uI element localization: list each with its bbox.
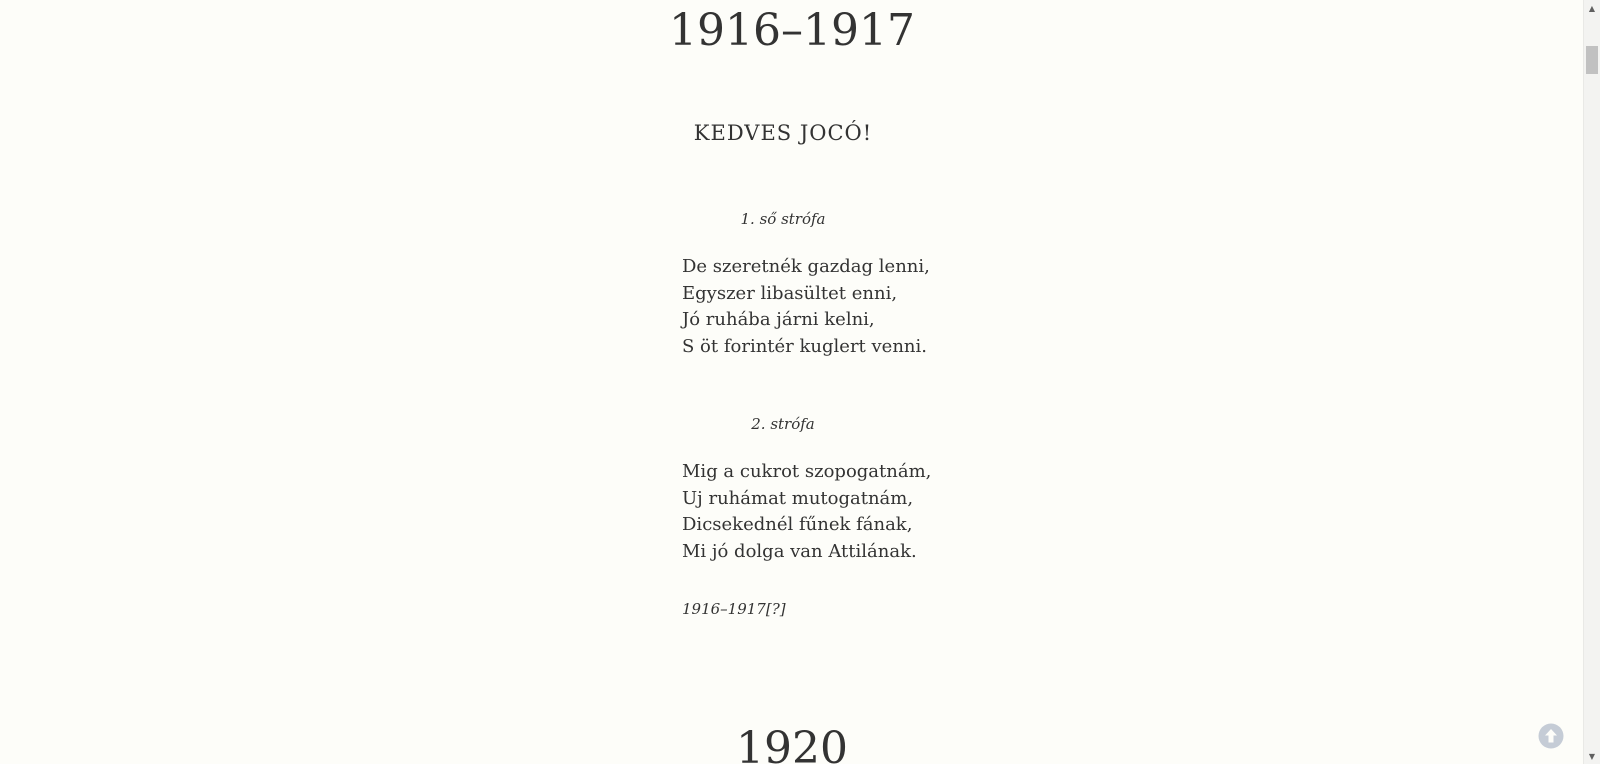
vertical-scrollbar[interactable]: [1583, 0, 1600, 764]
poem-title: KEDVES JOCÓ!: [693, 121, 873, 145]
poem-date: 1916–1917[?]: [682, 600, 786, 618]
verse-line: Dicsekednél fűnek fának,: [682, 514, 913, 535]
verse-line: Egyszer libasültet enni,: [682, 282, 898, 304]
verse-line: S öt forintér kuglert venni.: [682, 335, 927, 357]
strophe-label: 1. ső strófa: [740, 210, 826, 228]
verse-line: De szeretnék gazdag lenni,: [682, 256, 930, 277]
stanza: [682, 254, 1002, 360]
strophe-label: 2. strófa: [751, 415, 815, 433]
year-heading: 1916–1917: [669, 5, 915, 56]
verse-line: Uj ruhámat mutogatnám,: [682, 487, 914, 509]
scrollbar-thumb[interactable]: [1586, 46, 1598, 74]
verse-line: Jó ruhába járni kelni,: [682, 309, 875, 330]
back-to-top-button[interactable]: [1538, 723, 1564, 749]
verse-line: Mig a cukrot szopogatnám,: [682, 461, 932, 482]
triangle-up-icon[interactable]: ▲: [1588, 3, 1596, 13]
year-heading: 1920: [736, 723, 848, 764]
triangle-down-icon[interactable]: ▼: [1588, 751, 1596, 761]
verse-line: Mi jó dolga van Attilának.: [682, 540, 917, 562]
stanza: [682, 459, 1002, 565]
arrow-circle-up-icon: [1538, 723, 1564, 749]
